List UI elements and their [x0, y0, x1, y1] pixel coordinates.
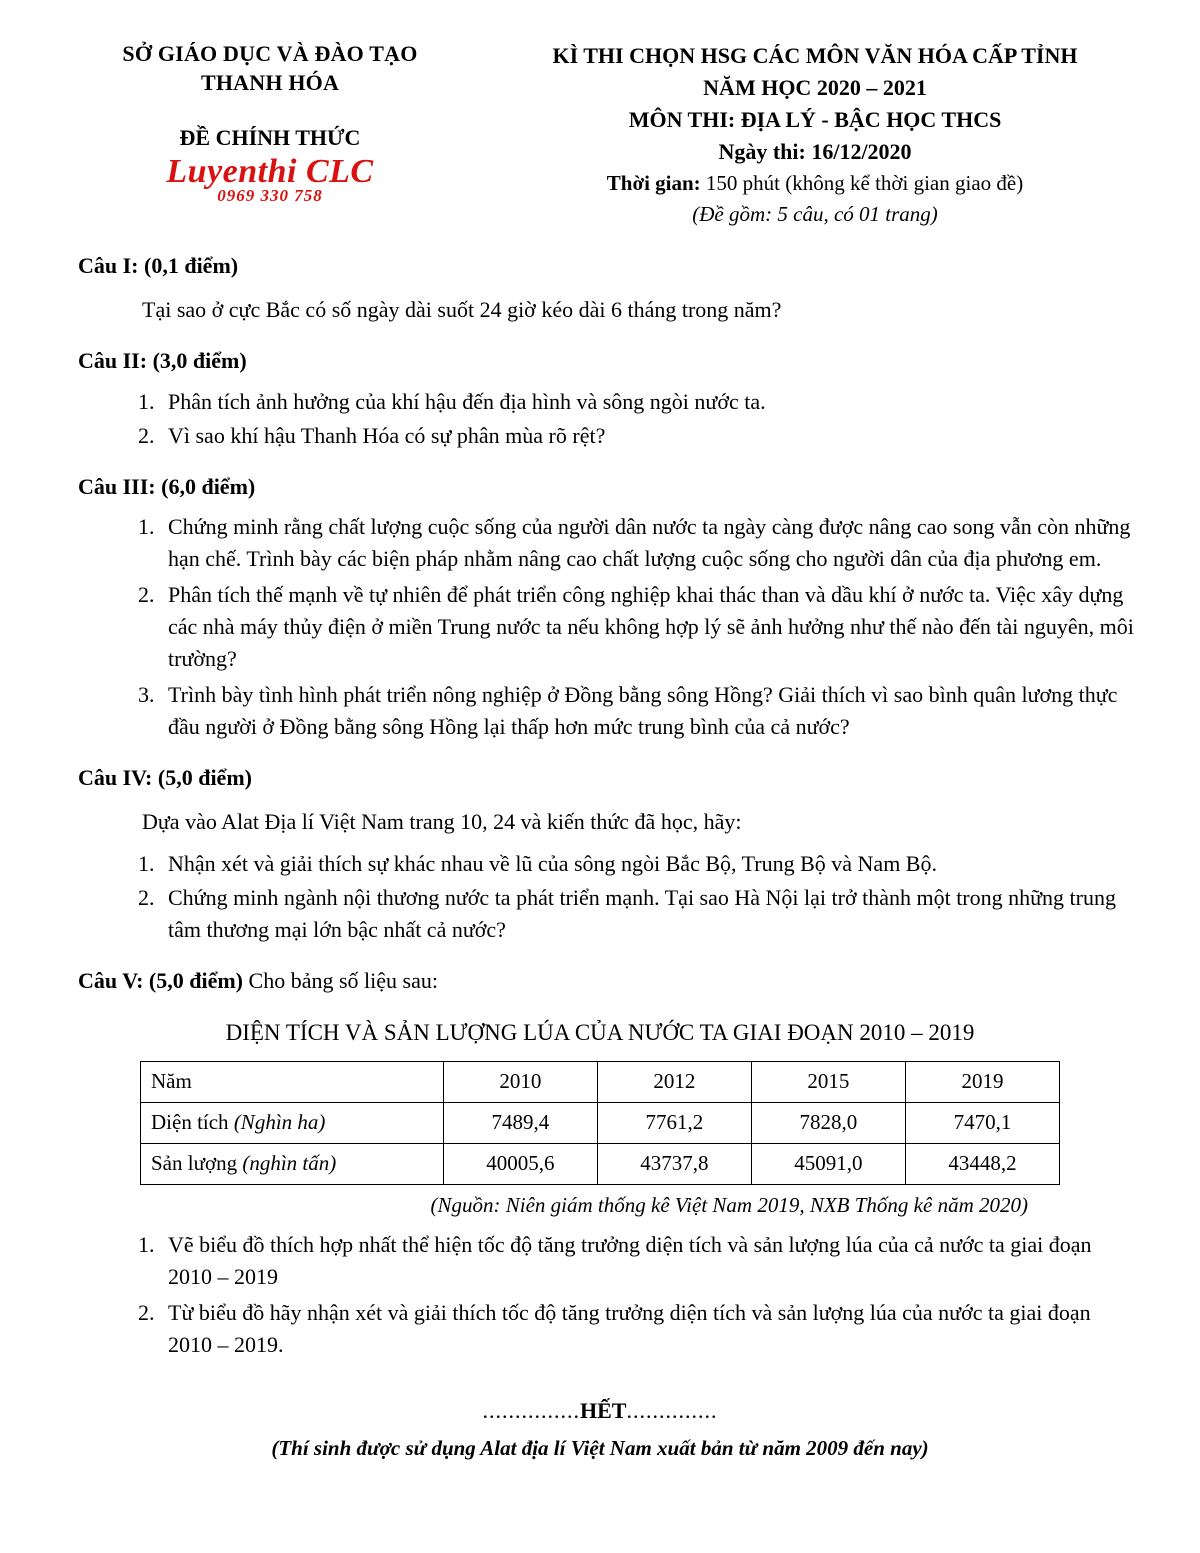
logo-text: Luyenthi CLC	[166, 152, 374, 190]
table-cell: 7489,4	[443, 1102, 597, 1143]
table-row-label	[141, 1143, 444, 1184]
table-cell: 43448,2	[905, 1143, 1059, 1184]
question-3-heading: Câu III: (6,0 điểm)	[78, 473, 256, 499]
table-cell: 7828,0	[751, 1102, 905, 1143]
footer-note: (Thí sinh được sử dụng Alat địa lí Việt Nam xuất bản từ năm 2009 đến nay)	[271, 1436, 929, 1461]
table-row	[141, 1102, 1060, 1143]
exam-title-line-1: KÌ THI CHỌN HSG CÁC MÔN VĂN HÓA CẤP TỈNH	[552, 43, 1078, 68]
department-line-1: SỞ GIÁO DỤC VÀ ĐÀO TẠO	[122, 41, 418, 66]
row-label-main: Diện tích	[151, 1110, 234, 1135]
question-1-text: Tại sao ở cực Bắc có số ngày dài suốt 24 giờ kéo dài 6 tháng trong năm?	[142, 297, 782, 323]
header-right-block	[490, 26, 1140, 231]
question-5-heading	[78, 966, 1140, 996]
question-5-list	[60, 1229, 1140, 1361]
list-item: 1. Nhận xét và giải thích sự khác nhau về lũ của sông ngòi Bắc Bộ, Trung Bộ và Nam Bộ.	[160, 848, 1140, 880]
header-left-block	[60, 26, 480, 204]
row-label-main: Sản lượng	[151, 1151, 243, 1176]
table-row-label	[141, 1102, 444, 1143]
table-cell: 40005,6	[443, 1143, 597, 1184]
list-item: 2. Phân tích thế mạnh về tự nhiên để phát triển công nghiệp khai thác than và dầu khí ở nước ta. Việc xây dựng các nhà máy thủy điện ở miền Trung nước ta nếu không hợp lý sẽ ảnh hưởng như thế nào đến tài nguyên, môi trường?	[160, 579, 1140, 675]
table-cell: 43737,8	[597, 1143, 751, 1184]
exam-structure-note: (Đề gồm: 5 câu, có 01 trang)	[692, 202, 938, 227]
question-2-heading: Câu II: (3,0 điểm)	[78, 348, 247, 374]
table-header-cell: Năm	[141, 1061, 444, 1102]
question-4-intro: Dựa vào Alat Địa lí Việt Nam trang 10, 24 và kiến thức đã học, hãy:	[142, 809, 742, 835]
table-cell: 7761,2	[597, 1102, 751, 1143]
table-header-row	[141, 1061, 1060, 1102]
table-header-cell: 2015	[751, 1061, 905, 1102]
exam-date-line: Ngày thi: 16/12/2020	[718, 138, 912, 164]
table-header-cell: 2019	[905, 1061, 1059, 1102]
list-item: 1. Vẽ biểu đồ thích hợp nhất thể hiện tốc độ tăng trưởng diện tích và sản lượng lúa của cả nước ta giai đoạn 2010 – 2019	[160, 1229, 1140, 1293]
list-item: 2. Vì sao khí hậu Thanh Hóa có sự phân mùa rõ rệt?	[160, 420, 1140, 452]
data-table	[140, 1061, 1060, 1185]
question-2-list	[60, 386, 1140, 452]
question-4-list	[60, 848, 1140, 946]
document-header	[60, 26, 1140, 231]
list-item: 3. Trình bày tình hình phát triển nông nghiệp ở Đồng bằng sông Hồng? Giải thích vì sao bình quân lương thực đầu người ở Đồng bằng sông Hồng lại thấp hơn mức trung bình của cả nước?	[160, 679, 1140, 743]
list-item: 1. Chứng minh rằng chất lượng cuộc sống của người dân nước ta ngày càng được nâng cao song vẫn còn những hạn chế. Trình bày các biện pháp nhằm nâng cao chất lượng cuộc sống cho người dân của địa phương em.	[160, 511, 1140, 575]
list-item: 1. Phân tích ảnh hưởng của khí hậu đến địa hình và sông ngòi nước ta.	[160, 386, 1140, 418]
exam-duration-value: 150 phút (không kể thời gian giao đề)	[705, 170, 1024, 195]
question-1-heading: Câu I: (0,1 điểm)	[78, 252, 239, 278]
question-4-heading: Câu IV: (5,0 điểm)	[78, 764, 252, 790]
question-3-list	[60, 511, 1140, 742]
list-item: 2. Từ biểu đồ hãy nhận xét và giải thích tốc độ tăng trưởng diện tích và sản lượng lúa của nước ta giai đoạn 2010 – 2019.	[160, 1297, 1140, 1361]
exam-duration-line	[490, 168, 1140, 200]
list-item: 2. Chứng minh ngành nội thương nước ta phát triển mạnh. Tại sao Hà Nội lại trở thành một trong những trung tâm thương mại lớn bậc nhất cả nước?	[160, 882, 1140, 946]
row-label-unit: (Nghìn ha)	[233, 1110, 326, 1135]
row-label-unit: (nghìn tấn)	[242, 1151, 337, 1176]
table-header-cell: 2010	[443, 1061, 597, 1102]
question-5-heading-label: Câu V: (5,0 điểm)	[78, 967, 244, 993]
exam-duration-label: Thời gian:	[606, 170, 701, 195]
table-title: DIỆN TÍCH VÀ SẢN LƯỢNG LÚA CỦA NƯỚC TA GIAI ĐOẠN 2010 – 2019	[225, 1020, 975, 1046]
table-source: (Nguồn: Niên giám thống kê Việt Nam 2019, NXB Thống kê năm 2020)	[430, 1192, 1028, 1217]
question-5-heading-rest: Cho bảng số liệu sau:	[248, 967, 438, 993]
logo	[60, 152, 480, 205]
end-marker	[60, 1396, 1140, 1426]
end-dots-right: ..............	[626, 1398, 718, 1424]
official-exam-label: ĐỀ CHÍNH THỨC	[179, 125, 361, 151]
logo-phone: 0969 330 758	[217, 185, 323, 205]
end-text: HẾT	[580, 1398, 627, 1424]
end-dots-left: ...............	[482, 1398, 581, 1424]
table-header-cell: 2012	[597, 1061, 751, 1102]
table-row	[141, 1143, 1060, 1184]
table-cell: 45091,0	[751, 1143, 905, 1184]
exam-subject-line: MÔN THI: ĐỊA LÝ - BẬC HỌC THCS	[628, 106, 1002, 132]
department-line-2: THANH HÓA	[200, 69, 340, 95]
table-cell: 7470,1	[905, 1102, 1059, 1143]
exam-title-line-2: NĂM HỌC 2020 – 2021	[703, 74, 927, 100]
